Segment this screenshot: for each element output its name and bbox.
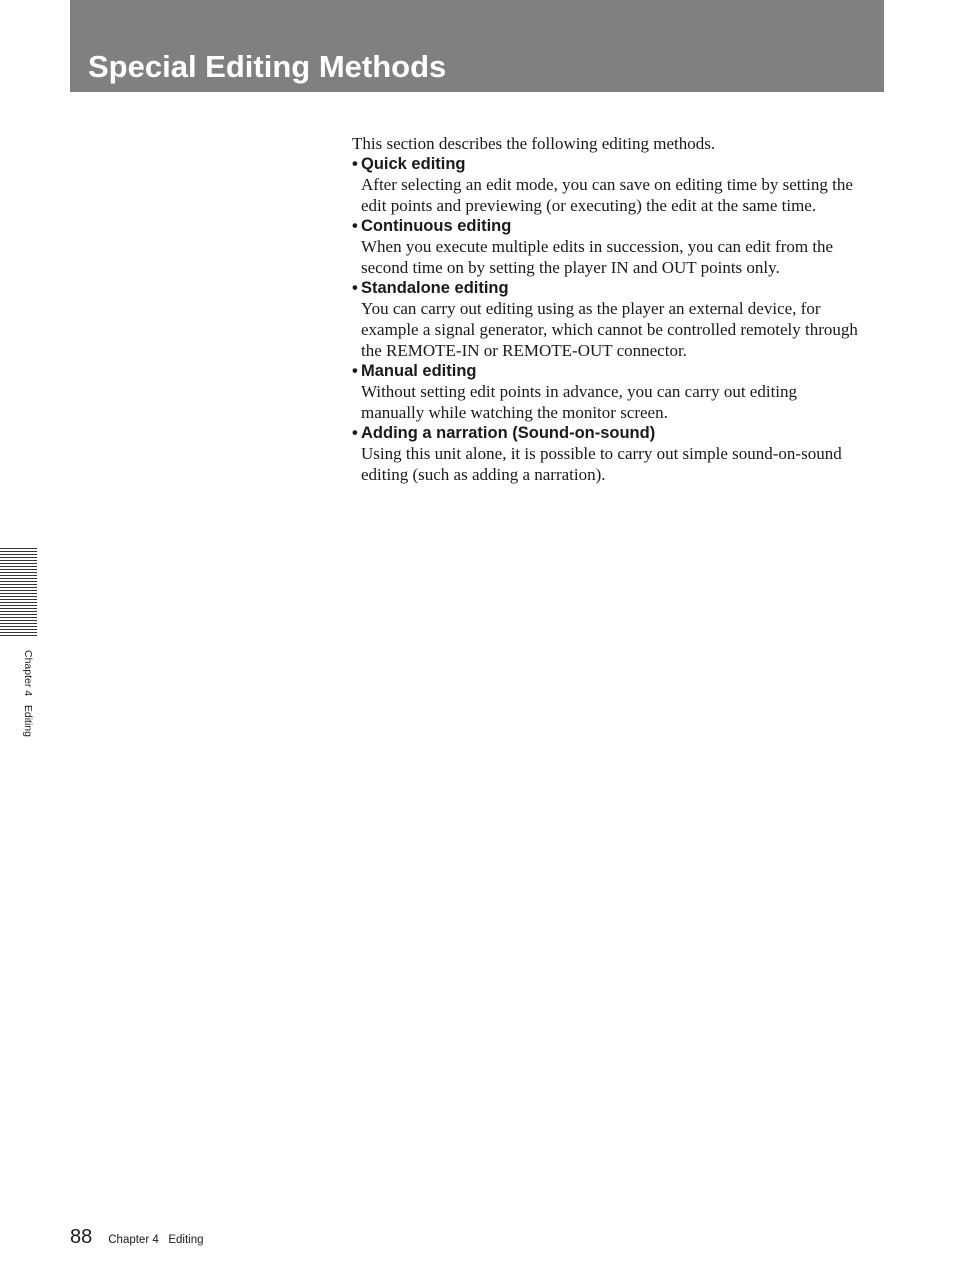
description-line: Using this unit alone, it is possible to carry out simple sound-on-sound bbox=[361, 444, 842, 463]
method-description bbox=[352, 381, 892, 423]
side-chapter-label: Chapter 4 Editing bbox=[22, 650, 34, 737]
method-manual-editing bbox=[352, 361, 892, 423]
bullet-icon: • bbox=[352, 424, 358, 442]
page-number: 88 bbox=[70, 1226, 93, 1248]
method-heading-text: Quick editing bbox=[361, 155, 466, 173]
description-line: You can carry out editing using as the player an external device, for bbox=[361, 299, 821, 318]
description-line: edit points and previewing (or executing) the edit at the same time. bbox=[361, 196, 817, 215]
main-content bbox=[352, 133, 892, 485]
method-heading-text: Standalone editing bbox=[361, 279, 509, 297]
method-heading bbox=[352, 154, 892, 174]
method-heading bbox=[352, 278, 892, 298]
description-line: Without setting edit points in advance, you can carry out editing bbox=[361, 382, 798, 401]
bullet-icon: • bbox=[352, 279, 358, 297]
description-line: editing (such as adding a narration). bbox=[361, 465, 606, 484]
method-description bbox=[352, 443, 892, 485]
method-heading-text: Manual editing bbox=[361, 362, 477, 380]
method-heading bbox=[352, 423, 892, 443]
method-adding-narration bbox=[352, 423, 892, 485]
description-line: After selecting an edit mode, you can save on editing time by setting the bbox=[361, 175, 853, 194]
description-line: manually while watching the monitor screen. bbox=[361, 403, 668, 422]
description-line: When you execute multiple edits in succession, you can edit from the bbox=[361, 237, 834, 256]
method-standalone-editing bbox=[352, 278, 892, 361]
intro-paragraph: This section describes the following editing methods. bbox=[352, 134, 716, 153]
method-description bbox=[352, 298, 892, 361]
method-quick-editing bbox=[352, 154, 892, 216]
description-line: example a signal generator, which cannot be controlled remotely through bbox=[361, 320, 858, 339]
bullet-icon: • bbox=[352, 362, 358, 380]
footer-chapter-label: Chapter 4 Editing bbox=[108, 1234, 204, 1246]
page-footer bbox=[70, 1226, 204, 1249]
chapter-thumb-tab bbox=[0, 548, 37, 638]
description-line: second time on by setting the player IN and OUT points only. bbox=[361, 258, 780, 277]
description-line: the REMOTE-IN or REMOTE-OUT connector. bbox=[361, 341, 687, 360]
method-heading bbox=[352, 216, 892, 236]
method-description bbox=[352, 236, 892, 278]
method-description bbox=[352, 174, 892, 216]
method-heading bbox=[352, 361, 892, 381]
method-heading-text: Continuous editing bbox=[361, 217, 512, 235]
method-heading-text: Adding a narration (Sound-on-sound) bbox=[361, 424, 656, 442]
bullet-icon: • bbox=[352, 217, 358, 235]
title-bar bbox=[70, 0, 884, 92]
bullet-icon: • bbox=[352, 155, 358, 173]
page-title: Special Editing Methods bbox=[88, 49, 447, 84]
method-continuous-editing bbox=[352, 216, 892, 278]
